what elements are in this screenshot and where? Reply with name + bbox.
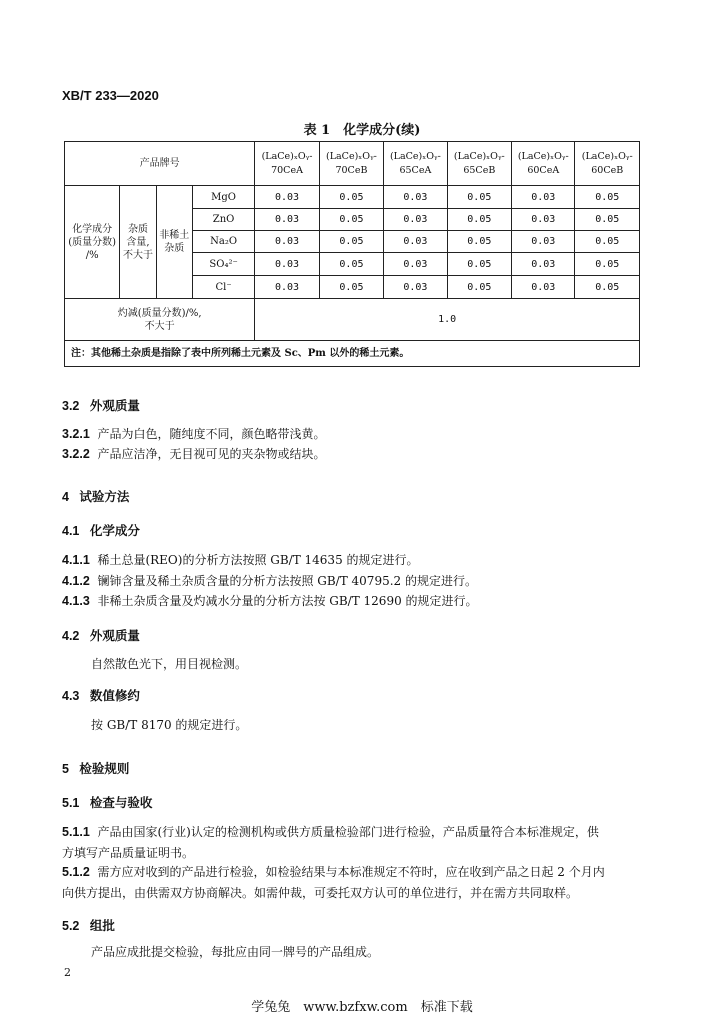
paragraph: 5.1.2 需方应对收到的产品进行检验，如检验结果与本标准规定不符时，应在收到产品之日起 2 个月内 向供方提出，由供需双方协商解决。如需仲裁，可委托双方认可的单位进行，并在需方共同取样。 [62,865,605,900]
paragraph: 3.2.2 产品应洁净，无目视可见的夹杂物或结块。 [62,447,326,461]
table-cell: 0.05 [319,253,383,276]
table-cell: 0.03 [512,231,575,253]
section-heading: 5 检验规则 [62,762,130,776]
table-cell: 0.05 [319,231,383,253]
table-cell: 0.03 [512,209,575,231]
paragraph: 按 GB/T 8170 的规定进行。 [91,718,248,732]
section-heading: 4 试验方法 [62,490,130,504]
table-row [65,186,640,209]
table-cell: 0.03 [255,209,319,231]
grade-header: (LaCe)ₓOᵧ- 65CeB [447,142,511,186]
section-heading: 4.2 外观质量 [62,629,140,643]
section-heading: 5.2 组批 [62,919,115,933]
table-note: 注：其他稀土杂质是指除了表中所列稀土元素及 Sc、Pm 以外的稀土元素。 [65,341,640,367]
loi-label: 灼减(质量分数)/%, 不大于 [65,299,255,341]
paragraph: 4.1.3 非稀土杂质含量及灼减水分量的分析方法按 GB/T 12690 的规定进行。 [62,594,478,608]
paragraph: 4.1.2 镧铈含量及稀土杂质含量的分析方法按照 GB/T 40795.2 的规定进行。 [62,574,477,588]
chem-composition-label: 化学成分 (质量分数) /% [65,186,120,299]
table-cell: 0.03 [512,253,575,276]
page-number: 2 [64,966,71,979]
table-cell: 0.05 [319,276,383,299]
table-cell: 0.05 [575,253,640,276]
table-cell: 0.03 [384,276,447,299]
table-cell: 0.05 [447,186,511,209]
table-cell: 0.03 [255,276,319,299]
table-header-row [65,142,640,186]
table-cell: 0.05 [575,186,640,209]
grade-header: (LaCe)ₓOᵧ- 70CeB [319,142,383,186]
standard-number: XB/T 233—2020 [62,88,159,103]
table-cell: 0.03 [255,231,319,253]
loi-value: 1.0 [255,299,640,341]
brand-label: 产品牌号 [65,142,255,186]
section-heading: 3.2 外观质量 [62,399,140,413]
table-cell: 0.05 [575,276,640,299]
footer-watermark: 学兔兔 www.bzfxw.com 标准下载 [251,1000,473,1015]
table-cell: 0.03 [384,209,447,231]
table-cell: 0.05 [575,209,640,231]
grade-header: (LaCe)ₓOᵧ- 65CeA [384,142,447,186]
table-cell: 0.05 [319,186,383,209]
table-cell: 0.03 [255,186,319,209]
table-cell: 0.03 [384,253,447,276]
table-cell: 0.05 [447,276,511,299]
paragraph: 4.1.1 稀土总量(REO)的分析方法按照 GB/T 14635 的规定进行。 [62,553,419,567]
table-cell: 0.03 [512,186,575,209]
table-cell: 0.03 [384,231,447,253]
grade-header: (LaCe)ₓOᵧ- 60CeA [512,142,575,186]
impurity-label: 杂质 含量, 不大于 [120,186,156,299]
table-caption: 表 1 化学成分(续) [303,123,421,138]
section-heading: 4.3 数值修约 [62,689,140,703]
section-heading: 4.1 化学成分 [62,524,140,538]
paragraph: 3.2.1 产品为白色，随纯度不同，颜色略带浅黄。 [62,427,326,441]
non-rare-earth-label: 非稀土 杂质 [156,186,192,299]
impurity-name: SO₄²⁻ [192,253,254,276]
impurity-name: Na₂O [192,231,254,253]
grade-header: (LaCe)ₓOᵧ- 60CeB [575,142,640,186]
table-cell: 0.05 [575,231,640,253]
grade-header: (LaCe)ₓOᵧ- 70CeA [255,142,319,186]
table-cell: 0.05 [319,209,383,231]
impurity-name: Cl⁻ [192,276,254,299]
paragraph: 产品应成批提交检验，每批应由同一牌号的产品组成。 [91,945,380,959]
table-cell: 0.05 [447,253,511,276]
table-cell: 0.03 [512,276,575,299]
table-cell: 0.05 [447,209,511,231]
section-heading: 5.1 检查与验收 [62,796,153,810]
table-cell: 0.05 [447,231,511,253]
loi-row [65,299,640,341]
impurity-name: ZnO [192,209,254,231]
impurity-name: MgO [192,186,254,209]
paragraph: 自然散色光下，用目视检测。 [91,657,248,671]
table-cell: 0.03 [384,186,447,209]
table-cell: 0.03 [255,253,319,276]
paragraph: 5.1.1 产品由国家(行业)认定的检测机构或供方质量检验部门进行检验，产品质量符合本标准规定，供 方填写产品质量证明书。 [62,825,599,860]
chemical-composition-table [64,141,640,367]
note-row [65,341,640,367]
